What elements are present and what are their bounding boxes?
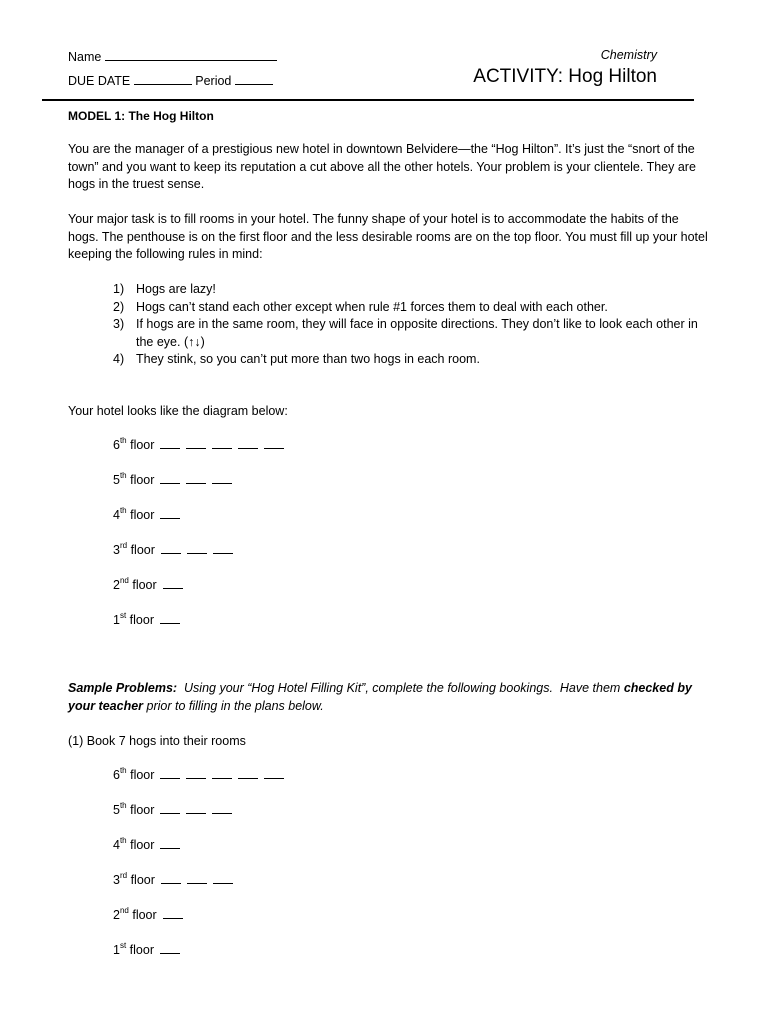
room-blank[interactable] (238, 437, 258, 449)
room-blank[interactable] (186, 437, 206, 449)
checked-by-teacher: checked by your teacher (68, 681, 692, 713)
room-blank[interactable] (160, 802, 180, 814)
room-blank[interactable] (212, 472, 232, 484)
room-blank[interactable] (186, 802, 206, 814)
room-blank[interactable] (163, 577, 183, 589)
room-blank[interactable] (160, 612, 180, 624)
name-label: Name (68, 50, 102, 64)
room-blank[interactable] (238, 767, 258, 779)
room-blank[interactable] (186, 767, 206, 779)
room-blank[interactable] (187, 542, 207, 554)
floor-row: 2nd floor (113, 907, 183, 922)
rule-item: 4) They stink, so you can’t put more than two hogs in each room. (113, 352, 480, 366)
room-blank[interactable] (161, 542, 181, 554)
room-blank[interactable] (160, 472, 180, 484)
sample-label: Sample Problems: (68, 681, 178, 695)
room-blank[interactable] (212, 767, 232, 779)
floor-row: 3rd floor (113, 542, 233, 557)
diagram-intro: Your hotel looks like the diagram below: (68, 404, 288, 418)
rule-item: 3) If hogs are in the same room, they will face in opposite directions. They don’t like to look each other in the eye. (↑↓) (113, 317, 698, 349)
intro-paragraph: You are the manager of a prestigious new hotel in downtown Belvidere—the “Hog Hilton”. It’s just the “snort of the town” and you want to keep its reputation a cut above all the other hotels. Your problem is your clientele. They are hogs in the truest sense. (68, 142, 696, 191)
floor-row: 3rd floor (113, 872, 233, 887)
period-blank[interactable] (235, 72, 273, 85)
room-blank[interactable] (186, 472, 206, 484)
due-date-line (68, 72, 273, 88)
room-blank[interactable] (163, 907, 183, 919)
room-blank[interactable] (213, 872, 233, 884)
rule-item: 2) Hogs can’t stand each other except when rule #1 forces them to deal with each other. (113, 299, 608, 314)
floor-row: 4th floor (113, 507, 180, 522)
name-line (68, 48, 277, 64)
room-blank[interactable] (213, 542, 233, 554)
rule-item: 1) Hogs are lazy! (113, 282, 216, 296)
room-blank[interactable] (212, 802, 232, 814)
task-paragraph: Your major task is to fill rooms in your hotel. The funny shape of your hotel is to accommodate the habits of the hogs. The penthouse is on the first floor and the less desirable rooms are on the top floor. You must fill up your hotel keeping the following rules in mind: (68, 212, 708, 261)
sample-instructions: Sample Problems: Using your “Hog Hotel Filling Kit”, complete the following bookings. Have them checked by your teacher prior to filling in the plans below. (68, 681, 692, 713)
floor-row: 1st floor (113, 612, 180, 627)
room-blank[interactable] (212, 437, 232, 449)
name-blank[interactable] (105, 48, 277, 61)
room-blank[interactable] (264, 767, 284, 779)
room-blank[interactable] (264, 437, 284, 449)
room-blank[interactable] (160, 837, 180, 849)
subject: Chemistry (600, 48, 657, 62)
floor-row: 6th floor (113, 437, 284, 452)
period-label: Period (195, 74, 232, 88)
floor-row: 6th floor (113, 767, 284, 782)
page-title: ACTIVITY: Hog Hilton (473, 66, 657, 87)
floor-row: 1st floor (113, 942, 180, 957)
header-divider (42, 99, 694, 101)
room-blank[interactable] (160, 437, 180, 449)
room-blank[interactable] (160, 942, 180, 954)
room-blank[interactable] (187, 872, 207, 884)
room-blank[interactable] (160, 507, 180, 519)
floor-row: 4th floor (113, 837, 180, 852)
floor-row: 5th floor (113, 472, 232, 487)
due-date-label: DUE DATE (68, 74, 131, 88)
section-heading: MODEL 1: The Hog Hilton (68, 109, 214, 123)
due-date-blank[interactable] (134, 72, 192, 85)
floor-row: 2nd floor (113, 577, 183, 592)
rules-list (113, 281, 703, 369)
floor-row: 5th floor (113, 802, 232, 817)
room-blank[interactable] (160, 767, 180, 779)
problem-1: (1) Book 7 hogs into their rooms (68, 734, 246, 748)
room-blank[interactable] (161, 872, 181, 884)
